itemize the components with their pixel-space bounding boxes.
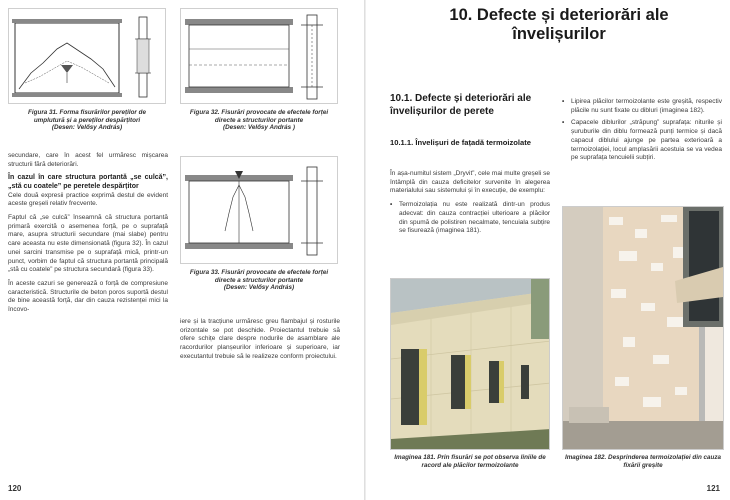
figure-33-text: Fisurări provocate de efectele forței directe a structurilor portante <box>214 269 329 284</box>
paragraph: Cele două expresii practice exprimă destul de evident aceste greșeli relativ frecvente. <box>8 191 168 208</box>
photo-181-label: Imaginea 181. <box>394 454 436 461</box>
right-col1-text <box>390 170 550 240</box>
list-item: • Lipirea plăcilor termoizolante este greșită, respectiv plăcile nu sunt fixate cu dibluri (imaginea 182). <box>562 98 722 115</box>
photo-181-text: Prin fisurări se pot observa liniile de racord ale plăcilor termoizolante <box>421 454 546 469</box>
photo-181-caption <box>390 454 550 469</box>
right-col2-text <box>562 98 722 167</box>
figure-32-text: Fisurări provocate de efectele forței directe a structurilor portante <box>214 109 329 124</box>
photo-182 <box>562 206 724 450</box>
figure-32-label: Figura 32. <box>189 109 220 116</box>
left-column-text <box>8 152 168 320</box>
figure-32-caption <box>184 109 334 132</box>
figure-33-credit: (Desen: Velősy András) <box>223 284 295 292</box>
paragraph: În așa-numitul sistem „Dryvit”, cele mai multe greșeli se întâmplă din cauza deficitelor survenite în alegerea materialului sau sistemului și în execuție, de exemplu: <box>390 170 550 195</box>
photo-182-label: Imaginea 182. <box>564 454 607 461</box>
photo-181 <box>390 278 550 450</box>
wall-crack-diagram <box>9 9 165 103</box>
figure-31-drawing <box>8 8 166 104</box>
detached-insulation-photo <box>563 207 724 450</box>
paragraph: iere și la tracțiune urmăresc greu flambajul și rosturile orizontale se pot deschide. Proiectantul trebuie să ofere schițe clare despre nodurile de asamblare ale racordurilor planșeurilor inferioare și superioare, iar executantul trebuie să le realizeze conform proiectului. <box>180 318 340 360</box>
figure-32-drawing <box>180 8 338 104</box>
page-number-right: 121 <box>706 484 720 493</box>
right-page <box>365 0 730 500</box>
point-load-diagram <box>181 157 337 263</box>
middle-column-text <box>180 318 340 367</box>
figure-31-text: Forma fisurărilor pereților de umplutură și a pereților despărțitori <box>33 109 146 124</box>
photo-182-text: Desprinderea termoizolației din cauza fixării greșite <box>608 454 722 469</box>
section-title: 10.1. Defecte și deteriorări ale învelișurilor de perete <box>390 93 532 117</box>
slab-force-diagram <box>181 9 337 103</box>
bullet-list <box>390 201 550 236</box>
paragraph: secundare, care în acest fel urmăresc mișcarea structurii fără deteriorări. <box>8 152 168 168</box>
bullet-list <box>562 98 722 163</box>
chapter-title: 10. Defecte și deteriorări ale învelișurilor <box>449 6 669 43</box>
list-item: • Termoizolația nu este realizată dintr-un produs adecvat: din cauza contracției ulterioare a plăcilor din spumă de polistiren necalmate, tencuiala subțire se fisurează (imaginea 181). <box>390 201 550 236</box>
page-number-left: 120 <box>8 484 22 493</box>
figure-32-credit: (Desen: Velősy András ) <box>223 124 295 132</box>
figure-33-drawing <box>180 156 338 264</box>
facade-photo <box>391 279 550 450</box>
photo-182-caption <box>562 454 724 469</box>
figure-33-caption <box>184 269 334 292</box>
figure-33-label: Figura 33. <box>189 269 220 276</box>
figure-31-credit: (Desen: Velősy András) <box>51 124 123 132</box>
subsection-title: 10.1.1. Învelișuri de fațadă termoizolate <box>390 138 531 147</box>
subheading: În cazul în care structura portantă „se culcă”, „stă cu coatele” pe peretele despărțitor <box>8 174 168 190</box>
figure-31-label: Figura 31. <box>28 109 58 116</box>
paragraph: În aceste cazuri se generează o forță de compresiune caracteristică. Structurile de beton poros suportă destul de bine această forță, dar din cauza rezistenței mici la încovo- <box>8 279 168 314</box>
list-item: • Capacele diblurilor „străpung” suprafața: niturile și șuruburile din diblu formează punți termice și dacă capacul diblului ajunge pe partea exterioară a termoizolației, locul amplasării acestuia se va vedea pe suprafața tencuielii subțiri. <box>562 119 722 163</box>
figure-31-caption <box>14 109 160 132</box>
paragraph: Faptul că „se culcă” înseamnă că structura portantă primară exercită o asemenea forță, pe o suprafață mare, asupra structurii secundare (mai slabe) pentru care aceasta nu este dimensionată (figura 32). În cazul unei sarcini transmise pe o suprafață mică, printr-un punct, vorbim de faptul că structura portantă principală „stă cu coatele” pe structura secundară (figura 33). <box>8 214 168 274</box>
